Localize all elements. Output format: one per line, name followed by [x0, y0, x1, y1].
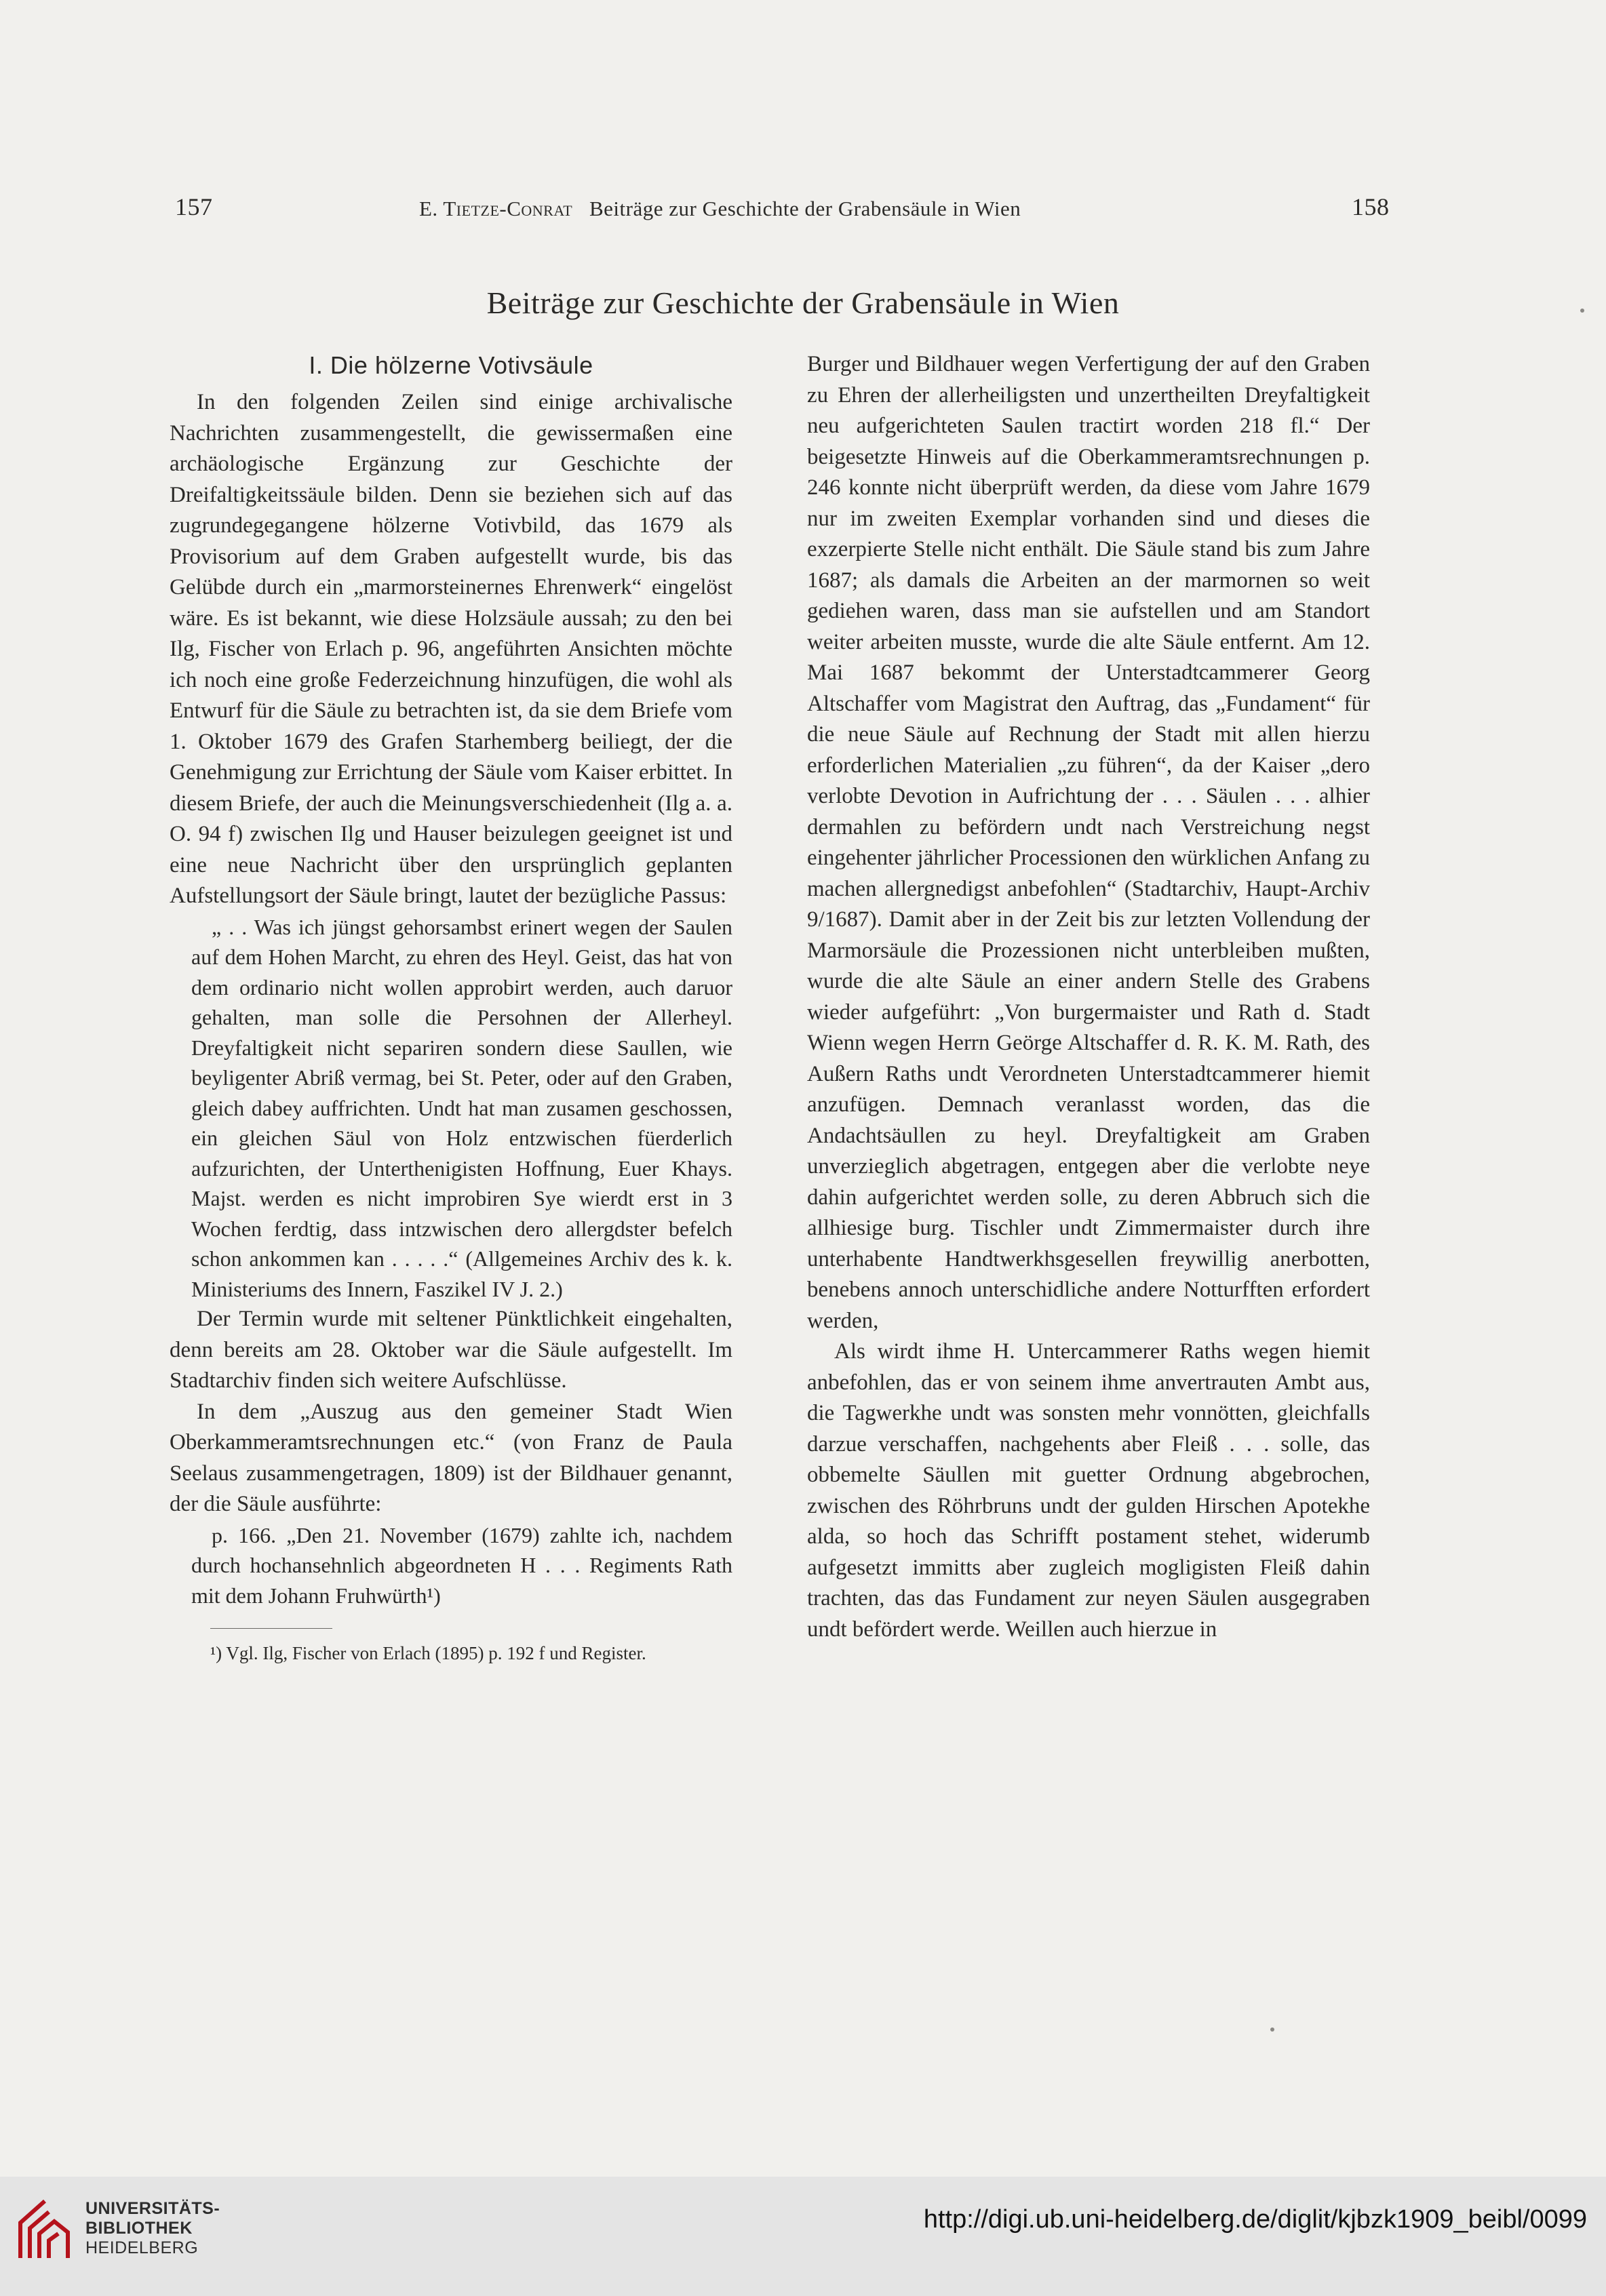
paragraph: Der Termin wurde mit seltener Pünktlichkeit eingehalten, denn bereits am 28. Oktober war die Säule aufgestellt. Im Stadtarchiv finden sich weitere Aufschlüsse. — [170, 1307, 732, 1393]
footnote: ¹) Vgl. Ilg, Fischer von Erlach (1895) p. 192 f und Register. — [210, 1643, 646, 1663]
paragraph: Als wirdt ihme H. Untercammerer Raths wegen hiemit anbefohlen, das er von seinem ihme anvertrauten Ambt aus, die Tagwerkhe undt was sonsten mehr vonnötten, gleichfalls darzue verschaffen, nachgehents aber Fleiß . . . solle, das obbemelte Säullen mit guetter Ordnung abgebrochen, zwischen des Röhrbruns undt der gulden Hirschen Apotekhe alda, so hoch das Schrifft postament stehet, widerumb aufgesetzt immitts aber zugleich mogligisten Fleiß dahin trachten, das das Fundament zur neyen Säulen ausgegraben undt befördert werde. Weillen auch hierzue in — [807, 1339, 1370, 1642]
library-logo-icon — [15, 2196, 73, 2263]
library-name — [85, 2199, 220, 2258]
scan-speck — [1580, 309, 1584, 313]
paragraph: In dem „Auszug aus den gemeiner Stadt Wien Oberkammeramtsrechnungen etc.“ (von Franz de Paula Seelaus zusammengetragen, 1809) ist der Bildhauer genannt, der die Säule ausführte: — [170, 1399, 732, 1516]
paragraph: p. 166. „Den 21. November (1679) zahlte ich, nachdem durch hochansehnlich abgeordneten H . . . Regiments Rath mit dem Johann Fruhwürth¹) — [191, 1522, 732, 1608]
left-column — [170, 349, 732, 1665]
page-number-left: 157 — [175, 193, 213, 220]
left-paragraphs — [170, 387, 732, 1610]
right-paragraphs — [807, 349, 1370, 1645]
right-column — [807, 349, 1370, 1645]
scan-speck — [1270, 2027, 1274, 2032]
library-name-line2: BIBLIOTHEK — [85, 2219, 193, 2238]
library-name-line3: HEIDELBERG — [85, 2238, 199, 2257]
header-running-title: Beiträge zur Geschichte der Grabensäule in Wien — [589, 197, 1021, 220]
section-heading: I. Die hölzerne Votivsäule — [309, 351, 593, 379]
header-author: E. Tietze-Conrat — [419, 197, 573, 220]
footnote-rule — [210, 1628, 332, 1629]
running-header — [419, 197, 1021, 221]
paragraph: In den folgenden Zeilen sind einige archivalische Nachrichten zusammengestellt, die gewissermaßen eine archäologische Ergänzung zur Geschichte der Dreifaltigkeitssäule bilden. Denn sie beziehen sich auf das zugrundegegangene hölzerne Votivbild, das 1679 als Provisorium auf dem Graben aufgestellt wurde, bis das Gelübde durch ein „marmorsteinernes Ehrenwerk“ eingelöst wäre. Es ist bekannt, wie diese Holzsäule aussah; zu den bei Ilg, Fischer von Erlach p. 96, angeführten Ansichten möchte ich noch eine große Federzeichnung hinzufügen, die wohl als Entwurf für die Säule zu betrachten ist, da sie dem Briefe vom 1. Oktober 1679 des Grafen Starhemberg beiliegt, der die Genehmigung zur Errichtung der Säule vom Kaiser erbittet. In diesem Briefe, der auch die Meinungsverschiedenheit (Ilg a. a. O. 94 f) zwischen Ilg und Hauser beizulegen geeignet ist und eine neue Nachricht über den ursprünglich geplanten Aufstellungsort der Säule bringt, lautet der bezügliche Passus: — [170, 390, 732, 908]
library-footer — [0, 2177, 1606, 2296]
paragraph: Burger und Bildhauer wegen Verfertigung der auf den Graben zu Ehren der allerheiligsten und unzertheilten Dreyfaltigkeit neu aufgerichteten Saulen tractirt worden 218 fl.“ Der beigesetzte Hinweis auf die Oberkammeramtsrechnungen p. 246 konnte nicht überprüft werden, da diese vom Jahre 1679 nur im zweiten Exemplar vorhanden sind und dieses die exzerpierte Stelle nicht enthält. Die Säule stand bis zum Jahre 1687; als damals die Arbeiten an der marmornen so weit gediehen waren, dass man sie aufstellen und am Standort weiter arbeiten musste, wurde die alte Säule entfernt. Am 12. Mai 1687 bekommt der Unterstadtcammerer Georg Altschaffer vom Magistrat den Auftrag, das „Fundament“ für die neue Säule auf Rechnung der Stadt mit allen hierzu erforderlichen Materialien „zu führen“, da der Kaiser „dero verlobte Devotion in Aufrichtung der . . . Säulen . . . alhier dermahlen zu befördern undt nach Verstreichung negst eingehenter jährlicher Processionen den würklichen Anfang zu machen allergnedigst anbefohlen“ (Stadtarchiv, Haupt-Archiv 9/1687). Damit aber in der Zeit bis zur letzten Vollendung der Marmorsäule die Prozessionen nicht unterbleiben mußten, wurde die alte Säule an einer andern Stelle des Grabens wieder aufgeführt: „Von burgermaister und Rath d. Stadt Wienn wegen Herrn Geörge Altschaffer d. R. K. M. Rath, des Außern Raths undt Verordneten Unterstadtcammerer hiemit anzufügen. Demnach veranlasst worden, das die Andachtsäullen zu heyl. Dreyfaltigkeit am Graben unverzieglich abgetragen, entgegen aber die verlobte neye dahin aufgerichtet werden solle, zu deren Abbruch sich die allhiesige burg. Tischler undt Zimmermaister durch ihre unterhabente Handtwerkhsgesellen freywillig anerbotten, benebens annoch unterschidliche andere Notturfften erfordert werden, — [807, 352, 1370, 1333]
page-number-right: 158 — [1352, 193, 1390, 220]
permalink-url[interactable]: http://digi.ub.uni-heidelberg.de/diglit/kjbzk1909_beibl/0099 — [923, 2205, 1587, 2234]
library-name-line1: UNIVERSITÄTS- — [85, 2199, 220, 2218]
paragraph: „ . . Was ich jüngst gehorsambst erinert wegen der Saulen auf dem Hohen Marcht, zu ehren des Heyl. Geist, das hat von dem ordinario nicht wollen approbirt werden, auch daruor gehalten, man solle die Persohnen der Allerheyl. Dreyfaltigkeit nicht separiren sondern diese Saullen, wie beyligenter Abriß vermag, bei St. Peter, oder auf den Graben, gleich dabey auffrichten. Undt hat man zusamen geschossen, ein gleichen Säul von Holz entzwischen füerderlich aufzurichten, der Unterthenigisten Hoffnung, Euer Khays. Majst. werden es nicht improbiren Sye wierdt erst in 3 Wochen ferdtig, dass intzwischen dero allergdster befelch schon ankommen kan . . . . .“ (Allgemeines Archiv des k. k. Ministeriums des Innern, Faszikel IV J. 2.) — [191, 914, 732, 1301]
article-title: Beiträge zur Geschichte der Grabensäule in Wien — [486, 285, 1120, 320]
